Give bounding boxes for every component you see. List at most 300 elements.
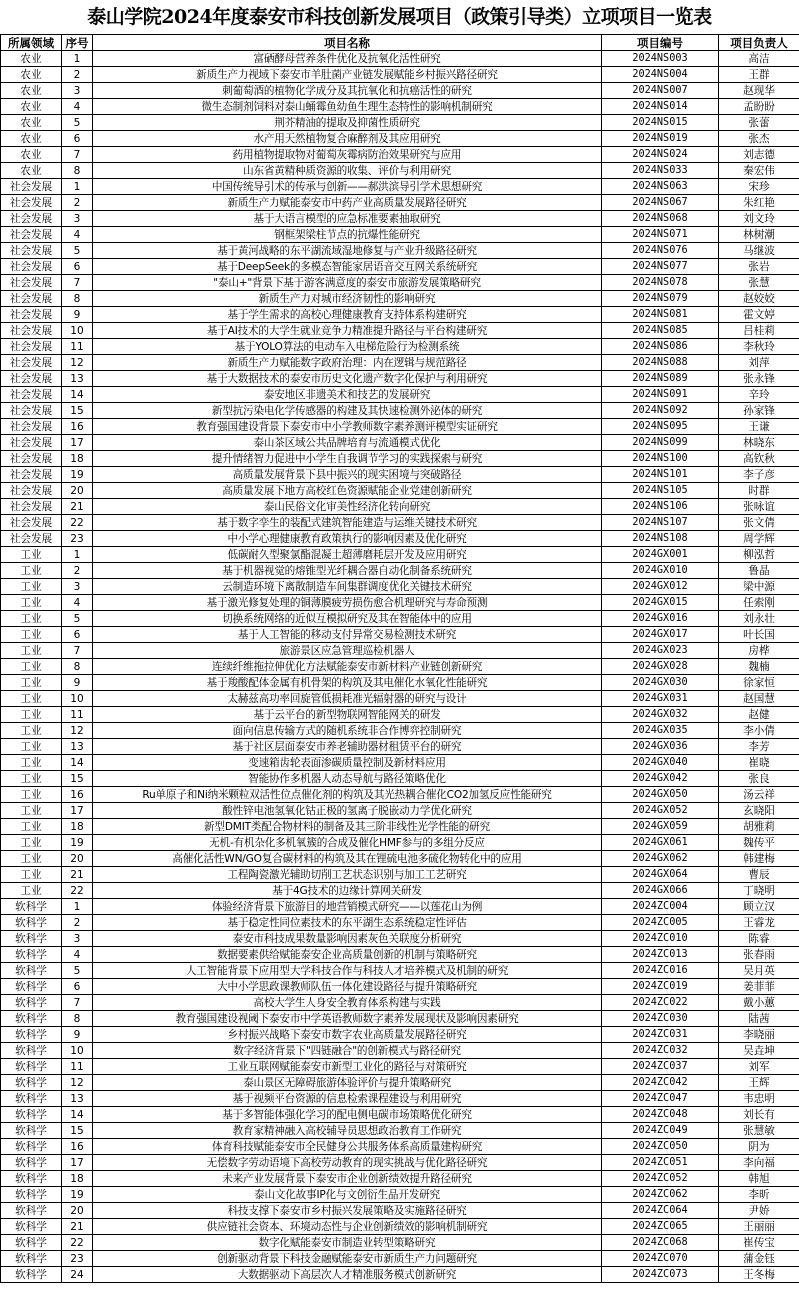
- cell-field: 工业: [1, 675, 62, 691]
- table-row: [1, 835, 799, 851]
- cell-leader: 韦忠明: [719, 1091, 799, 1107]
- cell-index: 19: [62, 467, 93, 483]
- cell-leader: 张杰: [719, 131, 799, 147]
- cell-project-code: 2024NS107: [602, 515, 719, 531]
- cell-project-name: 泰山民俗文化审美性经济化转向研究: [93, 499, 602, 515]
- cell-index: 10: [62, 691, 93, 707]
- cell-project-code: 2024GX030: [602, 675, 719, 691]
- cell-field: 软科学: [1, 1171, 62, 1187]
- cell-project-code: 2024GX032: [602, 707, 719, 723]
- cell-index: 17: [62, 803, 93, 819]
- cell-project-code: 2024GX031: [602, 691, 719, 707]
- cell-index: 5: [62, 243, 93, 259]
- table-row: [1, 1027, 799, 1043]
- cell-field: 农业: [1, 99, 62, 115]
- cell-leader: 韩建梅: [719, 851, 799, 867]
- cell-field: 工业: [1, 819, 62, 835]
- cell-project-code: 2024GX015: [602, 595, 719, 611]
- table-row: [1, 387, 799, 403]
- cell-project-name: 新型抗污染电化学传感器的构建及其快速检测外泌体的研究: [93, 403, 602, 419]
- cell-index: 2: [62, 563, 93, 579]
- cell-field: 工业: [1, 755, 62, 771]
- table-row: [1, 915, 799, 931]
- table-row: [1, 1251, 799, 1267]
- cell-index: 3: [62, 931, 93, 947]
- cell-index: 7: [62, 275, 93, 291]
- cell-project-code: 2024NS099: [602, 435, 719, 451]
- cell-leader: 顾立汉: [719, 899, 799, 915]
- cell-index: 12: [62, 723, 93, 739]
- cell-leader: 刘军: [719, 1059, 799, 1075]
- cell-leader: 张岩: [719, 259, 799, 275]
- cell-project-code: 2024NS068: [602, 211, 719, 227]
- cell-index: 11: [62, 339, 93, 355]
- cell-project-code: 2024NS077: [602, 259, 719, 275]
- cell-project-name: 基于人工智能的移动支付异常交易检测技术研究: [93, 627, 602, 643]
- cell-project-name: 基于机器视觉的熔锥型光纤耦合器自动化制备系统研究: [93, 563, 602, 579]
- cell-leader: 高洁: [719, 51, 799, 67]
- cell-field: 软科学: [1, 1203, 62, 1219]
- cell-field: 社会发展: [1, 339, 62, 355]
- cell-leader: 李向福: [719, 1155, 799, 1171]
- cell-field: 工业: [1, 611, 62, 627]
- cell-project-name: 基于社区层面泰安市养老辅助器材租赁平台的研究: [93, 739, 602, 755]
- cell-project-code: 2024ZC052: [602, 1171, 719, 1187]
- cell-field: 社会发展: [1, 371, 62, 387]
- cell-index: 8: [62, 163, 93, 179]
- cell-project-name: 旅游景区应急管理巡检机器人: [93, 643, 602, 659]
- cell-leader: 王冬梅: [719, 1267, 799, 1283]
- cell-project-code: 2024ZC065: [602, 1219, 719, 1235]
- cell-leader: 姜菲菲: [719, 979, 799, 995]
- cell-field: 软科学: [1, 947, 62, 963]
- cell-leader: 张慧敏: [719, 1123, 799, 1139]
- cell-project-name: 酸性锌电池氢氧化钴正极的氢离子脱嵌动力学优化研究: [93, 803, 602, 819]
- cell-project-code: 2024NS085: [602, 323, 719, 339]
- cell-leader: 阴为: [719, 1139, 799, 1155]
- cell-project-code: 2024ZC073: [602, 1267, 719, 1283]
- cell-index: 2: [62, 195, 93, 211]
- cell-project-code: 2024ZC010: [602, 931, 719, 947]
- cell-leader: 吴垚坤: [719, 1043, 799, 1059]
- cell-project-code: 2024ZC070: [602, 1251, 719, 1267]
- cell-project-name: 乡村振兴战略下泰安市数字农业高质量发展路径研究: [93, 1027, 602, 1043]
- cell-leader: 徐家恒: [719, 675, 799, 691]
- table-row: [1, 211, 799, 227]
- cell-index: 20: [62, 1203, 93, 1219]
- cell-field: 软科学: [1, 1091, 62, 1107]
- cell-index: 13: [62, 1091, 93, 1107]
- cell-index: 7: [62, 147, 93, 163]
- cell-project-name: 刺葡萄酒的植物化学成分及其抗氧化和抗癌活性的研究: [93, 83, 602, 99]
- cell-leader: 胡雅莉: [719, 819, 799, 835]
- table-row: [1, 1091, 799, 1107]
- cell-project-name: 高质量发展下地方高校红色资源赋能企业党建创新研究: [93, 483, 602, 499]
- cell-project-name: 山东省黄精种质资源的收集、评价与利用研究: [93, 163, 602, 179]
- document-title: 泰山学院2024年度泰安市科技创新发展项目（政策引导类）立项项目一览表: [87, 6, 712, 28]
- table-row: [1, 883, 799, 899]
- cell-field: 社会发展: [1, 211, 62, 227]
- cell-leader: 刘文玲: [719, 211, 799, 227]
- cell-leader: 叶长国: [719, 627, 799, 643]
- cell-index: 1: [62, 899, 93, 915]
- cell-project-name: 药用植物提取物对葡萄灰霉病防治效果研究与应用: [93, 147, 602, 163]
- cell-project-code: 2024ZC062: [602, 1187, 719, 1203]
- cell-project-name: 数字经济背景下"四链融合"的创新模式与路径研究: [93, 1043, 602, 1059]
- cell-project-name: 基于YOLO算法的电动车入电梯危险行为检测系统: [93, 339, 602, 355]
- cell-project-code: 2024GX028: [602, 659, 719, 675]
- cell-field: 社会发展: [1, 291, 62, 307]
- cell-field: 工业: [1, 771, 62, 787]
- table-row: [1, 403, 799, 419]
- cell-field: 工业: [1, 803, 62, 819]
- cell-field: 社会发展: [1, 275, 62, 291]
- table-row: [1, 243, 799, 259]
- cell-index: 5: [62, 963, 93, 979]
- cell-field: 农业: [1, 147, 62, 163]
- cell-project-name: 高校大学生人身安全教育体系构建与实践: [93, 995, 602, 1011]
- cell-project-code: 2024NS003: [602, 51, 719, 67]
- cell-project-name: 切换系统网络的近似互模拟研究及其在智能体中的应用: [93, 611, 602, 627]
- cell-project-name: 基于大语言模型的应急标准要素抽取研究: [93, 211, 602, 227]
- cell-leader: 张良: [719, 771, 799, 787]
- cell-index: 7: [62, 643, 93, 659]
- cell-field: 社会发展: [1, 259, 62, 275]
- cell-leader: 房桦: [719, 643, 799, 659]
- cell-index: 4: [62, 595, 93, 611]
- table-row: [1, 963, 799, 979]
- cell-project-code: 2024ZC031: [602, 1027, 719, 1043]
- table-row: [1, 1235, 799, 1251]
- cell-project-name: 钢框架梁柱节点的抗爆性能研究: [93, 227, 602, 243]
- cell-leader: 马继波: [719, 243, 799, 259]
- cell-project-code: 2024NS076: [602, 243, 719, 259]
- table-row: [1, 611, 799, 627]
- cell-index: 16: [62, 787, 93, 803]
- cell-leader: 魏楠: [719, 659, 799, 675]
- cell-field: 软科学: [1, 1267, 62, 1283]
- cell-index: 21: [62, 499, 93, 515]
- cell-index: 24: [62, 1267, 93, 1283]
- table-row: [1, 163, 799, 179]
- cell-project-code: 2024GX017: [602, 627, 719, 643]
- table-row: [1, 291, 799, 307]
- table-row: [1, 1187, 799, 1203]
- cell-index: 8: [62, 291, 93, 307]
- cell-leader: 王睿龙: [719, 915, 799, 931]
- table-row: [1, 691, 799, 707]
- cell-project-name: "泰山+"背景下基于游客满意度的泰安市旅游发展策略研究: [93, 275, 602, 291]
- header-leader: 项目负责人: [719, 35, 799, 51]
- cell-project-name: 低碳耐久型聚氯酯混凝土超薄磨耗层开发及应用研究: [93, 547, 602, 563]
- table-row: [1, 707, 799, 723]
- cell-field: 农业: [1, 131, 62, 147]
- cell-field: 工业: [1, 595, 62, 611]
- cell-index: 6: [62, 627, 93, 643]
- cell-index: 1: [62, 179, 93, 195]
- cell-leader: 刘萍: [719, 355, 799, 371]
- cell-project-name: 基于激光修复处理的铜薄膜疲劳损伤愈合机理研究与寿命预测: [93, 595, 602, 611]
- cell-project-code: 2024NS067: [602, 195, 719, 211]
- cell-project-code: 2024NS014: [602, 99, 719, 115]
- cell-leader: 崔传宝: [719, 1235, 799, 1251]
- cell-project-name: 基于数字孪生的装配式建筑智能建造与运维关键技术研究: [93, 515, 602, 531]
- cell-leader: 柳泓哲: [719, 547, 799, 563]
- cell-project-name: 新型DMIT类配合物材料的制备及其三阶非线性光学性能的研究: [93, 819, 602, 835]
- cell-index: 20: [62, 483, 93, 499]
- cell-project-name: 无机-有机杂化多机氧簇的合成及催化HMF参与的多组分反应: [93, 835, 602, 851]
- cell-project-code: 2024NS063: [602, 179, 719, 195]
- cell-leader: 刘志德: [719, 147, 799, 163]
- cell-project-code: 2024ZC022: [602, 995, 719, 1011]
- table-row: [1, 627, 799, 643]
- cell-leader: 时群: [719, 483, 799, 499]
- cell-index: 3: [62, 83, 93, 99]
- cell-leader: 张春雨: [719, 947, 799, 963]
- cell-index: 6: [62, 259, 93, 275]
- cell-field: 社会发展: [1, 179, 62, 195]
- table-row: [1, 947, 799, 963]
- cell-leader: 宋珍: [719, 179, 799, 195]
- cell-project-code: 2024ZC032: [602, 1043, 719, 1059]
- cell-index: 5: [62, 115, 93, 131]
- table-row: [1, 1203, 799, 1219]
- cell-index: 13: [62, 371, 93, 387]
- cell-project-name: 云制造环境下离散制造车间集群调度优化关键技术研究: [93, 579, 602, 595]
- cell-leader: 韩旭: [719, 1171, 799, 1187]
- cell-leader: 李芳: [719, 739, 799, 755]
- cell-index: 23: [62, 531, 93, 547]
- table-row: [1, 659, 799, 675]
- cell-field: 工业: [1, 563, 62, 579]
- cell-project-code: 2024NS100: [602, 451, 719, 467]
- table-row: [1, 147, 799, 163]
- cell-index: 11: [62, 1059, 93, 1075]
- cell-field: 工业: [1, 659, 62, 675]
- cell-leader: 辛玲: [719, 387, 799, 403]
- cell-project-code: 2024GX061: [602, 835, 719, 851]
- table-row: [1, 259, 799, 275]
- cell-index: 18: [62, 451, 93, 467]
- cell-project-name: 荆芥精油的提取及抑菌性质研究: [93, 115, 602, 131]
- cell-field: 农业: [1, 163, 62, 179]
- table-row: [1, 67, 799, 83]
- cell-project-code: 2024NS086: [602, 339, 719, 355]
- cell-project-code: 2024ZC019: [602, 979, 719, 995]
- table-row: [1, 99, 799, 115]
- cell-project-code: 2024GX035: [602, 723, 719, 739]
- cell-project-name: 泰安市科技成果数量影响因素灰色关联度分析研究: [93, 931, 602, 947]
- table-row: [1, 179, 799, 195]
- cell-leader: 孙家锋: [719, 403, 799, 419]
- cell-project-name: 基于视频平台资源的信息检索课程建设与利用研究: [93, 1091, 602, 1107]
- table-row: [1, 899, 799, 915]
- cell-index: 8: [62, 1011, 93, 1027]
- cell-field: 软科学: [1, 1155, 62, 1171]
- cell-project-name: 面向信息传输方式的随机系统非合作博弈控制研究: [93, 723, 602, 739]
- cell-field: 农业: [1, 115, 62, 131]
- cell-index: 22: [62, 515, 93, 531]
- cell-field: 农业: [1, 83, 62, 99]
- cell-project-code: 2024NS089: [602, 371, 719, 387]
- cell-field: 软科学: [1, 1123, 62, 1139]
- cell-project-name: 泰山茶区域公共品牌培育与流通模式优化: [93, 435, 602, 451]
- table-row: [1, 483, 799, 499]
- cell-field: 软科学: [1, 1219, 62, 1235]
- cell-project-name: 基于云平台的新型物联网智能网关的研发: [93, 707, 602, 723]
- cell-field: 工业: [1, 787, 62, 803]
- cell-project-code: 2024GX040: [602, 755, 719, 771]
- table-row: [1, 339, 799, 355]
- cell-project-name: 新质生产力赋能数字政府治理：内在逻辑与规范路径: [93, 355, 602, 371]
- table-row: [1, 131, 799, 147]
- cell-project-name: 科技支撑下泰安市乡村振兴发展策略及实施路径研究: [93, 1203, 602, 1219]
- cell-index: 2: [62, 915, 93, 931]
- table-header-row: [1, 35, 799, 51]
- cell-project-name: 太赫兹高功率回旋管低损耗准光辐射器的研究与设计: [93, 691, 602, 707]
- cell-index: 1: [62, 51, 93, 67]
- cell-leader: 林晓东: [719, 435, 799, 451]
- cell-project-name: 连续纤维拖拉伸优化方法赋能泰安市新材料产业链创新研究: [93, 659, 602, 675]
- cell-project-code: 2024GX012: [602, 579, 719, 595]
- cell-project-code: 2024GX036: [602, 739, 719, 755]
- cell-project-name: 泰安地区非遗美术和技艺的发展研究: [93, 387, 602, 403]
- cell-project-code: 2024NS106: [602, 499, 719, 515]
- table-row: [1, 563, 799, 579]
- table-body: [1, 51, 799, 1283]
- cell-project-code: 2024NS105: [602, 483, 719, 499]
- cell-index: 4: [62, 947, 93, 963]
- cell-field: 社会发展: [1, 243, 62, 259]
- cell-project-name: 提升情绪智力促进中小学生自我调节学习的实践探索与研究: [93, 451, 602, 467]
- header-project-name: 项目名称: [93, 35, 602, 51]
- cell-index: 4: [62, 227, 93, 243]
- table-row: [1, 467, 799, 483]
- cell-field: 社会发展: [1, 323, 62, 339]
- cell-project-code: 2024NS095: [602, 419, 719, 435]
- cell-project-name: 泰山景区无障碍旅游体验评价与提升策略研究: [93, 1075, 602, 1091]
- cell-field: 工业: [1, 627, 62, 643]
- cell-field: 软科学: [1, 1187, 62, 1203]
- cell-index: 20: [62, 851, 93, 867]
- cell-index: 15: [62, 1123, 93, 1139]
- table-row: [1, 1155, 799, 1171]
- cell-project-code: 2024ZC064: [602, 1203, 719, 1219]
- cell-index: 7: [62, 995, 93, 1011]
- cell-project-code: 2024ZC047: [602, 1091, 719, 1107]
- cell-project-name: 微生态制剂饲料对泰山蛹霉鱼幼鱼生理生态特性的影响机制研究: [93, 99, 602, 115]
- table-row: [1, 595, 799, 611]
- cell-project-code: 2024ZC005: [602, 915, 719, 931]
- cell-project-code: 2024NS088: [602, 355, 719, 371]
- cell-project-code: 2024NS024: [602, 147, 719, 163]
- cell-leader: 王群: [719, 67, 799, 83]
- table-row: [1, 371, 799, 387]
- cell-field: 工业: [1, 643, 62, 659]
- cell-project-name: 教育强国建设背景下泰安市中小学教师数字素养测评模型实证研究: [93, 419, 602, 435]
- cell-index: 4: [62, 99, 93, 115]
- cell-project-name: 工业互联网赋能泰安市新型工业化的路径与对策研究: [93, 1059, 602, 1075]
- table-row: [1, 787, 799, 803]
- cell-project-name: 高质量发展背景下县中振兴的现实困境与突破路径: [93, 467, 602, 483]
- cell-field: 软科学: [1, 963, 62, 979]
- cell-field: 社会发展: [1, 195, 62, 211]
- cell-project-name: 变速箱齿轮表面渗碳质量控制及新材料应用: [93, 755, 602, 771]
- cell-field: 工业: [1, 691, 62, 707]
- cell-project-name: 教育强国建设视阈下泰安市中学英语教师数字素养发展现状及影响因素研究: [93, 1011, 602, 1027]
- table-row: [1, 979, 799, 995]
- cell-project-name: 基于学生需求的高校心理健康教育支持体系构建研究: [93, 307, 602, 323]
- cell-project-code: 2024NS079: [602, 291, 719, 307]
- cell-project-name: 工程陶瓷激光辅助切削工艺状态识别与加工工艺研究: [93, 867, 602, 883]
- cell-index: 14: [62, 1107, 93, 1123]
- cell-leader: 赵国慧: [719, 691, 799, 707]
- cell-project-name: 中国传统导引术的传承与创新——郝洪滨导引学术思想研究: [93, 179, 602, 195]
- cell-project-code: 2024ZC037: [602, 1059, 719, 1075]
- cell-index: 6: [62, 979, 93, 995]
- cell-field: 软科学: [1, 1107, 62, 1123]
- cell-field: 社会发展: [1, 531, 62, 547]
- cell-index: 15: [62, 771, 93, 787]
- cell-field: 工业: [1, 739, 62, 755]
- cell-project-code: 2024GX066: [602, 883, 719, 899]
- cell-project-name: 中小学心理健康教育政策执行的影响因素及优化研究: [93, 531, 602, 547]
- cell-project-name: 基于羧酸配体金属有机骨架的构筑及其电催化水氧化性能研究: [93, 675, 602, 691]
- cell-leader: 林树潮: [719, 227, 799, 243]
- cell-leader: 李子彦: [719, 467, 799, 483]
- table-row: [1, 1267, 799, 1283]
- cell-index: 18: [62, 1171, 93, 1187]
- table-row: [1, 1219, 799, 1235]
- cell-index: 1: [62, 547, 93, 563]
- table-row: [1, 1171, 799, 1187]
- cell-leader: 汤云祥: [719, 787, 799, 803]
- cell-project-code: 2024GX023: [602, 643, 719, 659]
- cell-project-code: 2024NS108: [602, 531, 719, 547]
- cell-leader: 李小倩: [719, 723, 799, 739]
- cell-field: 软科学: [1, 915, 62, 931]
- cell-leader: 朱红艳: [719, 195, 799, 211]
- cell-field: 农业: [1, 51, 62, 67]
- cell-index: 14: [62, 755, 93, 771]
- cell-project-name: 基于DeepSeek的多模态智能家居语音交互网关系统研究: [93, 259, 602, 275]
- project-table: [0, 34, 799, 1283]
- table-row: [1, 51, 799, 67]
- cell-leader: 李晓丽: [719, 1027, 799, 1043]
- cell-leader: 张文倩: [719, 515, 799, 531]
- cell-project-code: 2024GX064: [602, 867, 719, 883]
- table-row: [1, 323, 799, 339]
- cell-field: 软科学: [1, 899, 62, 915]
- table-row: [1, 579, 799, 595]
- cell-project-name: 基于多智能体强化学习的配电侧电碳市场策略优化研究: [93, 1107, 602, 1123]
- cell-project-code: 2024ZC051: [602, 1155, 719, 1171]
- cell-project-code: 2024ZC049: [602, 1123, 719, 1139]
- cell-leader: 赵健: [719, 707, 799, 723]
- cell-project-code: 2024NS007: [602, 83, 719, 99]
- cell-project-name: 体验经济背景下旅游目的地营销模式研究——以莲花山为例: [93, 899, 602, 915]
- cell-project-name: 供应链社会资本、环境动态性与企业创新绩效的影响机制研究: [93, 1219, 602, 1235]
- cell-project-code: 2024GX001: [602, 547, 719, 563]
- cell-leader: 李昕: [719, 1187, 799, 1203]
- cell-leader: 鲁晶: [719, 563, 799, 579]
- table-row: [1, 1139, 799, 1155]
- cell-field: 软科学: [1, 1139, 62, 1155]
- table-row: [1, 451, 799, 467]
- cell-field: 软科学: [1, 1251, 62, 1267]
- table-row: [1, 851, 799, 867]
- cell-project-code: 2024ZC048: [602, 1107, 719, 1123]
